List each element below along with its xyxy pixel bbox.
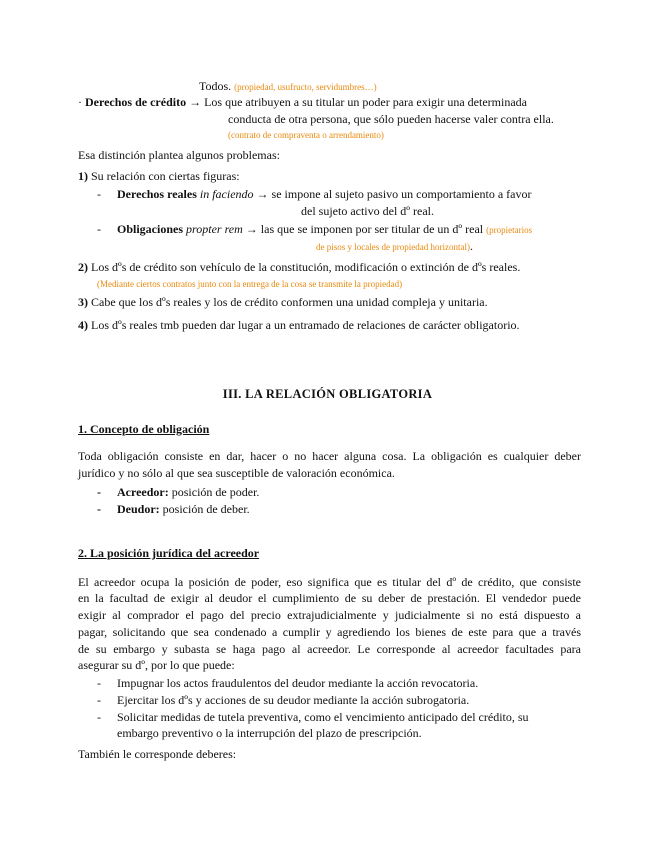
problem-4 [78,317,520,333]
creditor-duties: También le corresponde deberes: [78,747,237,761]
creditor-para-line-4: pagar, solicitando que sea condenado a cumplir y agrediendo los bienes de este para que a través [78,625,581,639]
sub-b-line [117,221,532,238]
problem-4-text: Los dºs reales tmb pueden dar lugar a un entramado de relaciones de carácter obligatorio. [91,318,520,332]
debtor-term: Deudor: [117,502,160,516]
creditor-item-3-line-1: Solicitar medidas de tutela preventiva, como el vencimiento anticipado del crédito, su [117,710,529,724]
credit-rights-note: (contrato de compraventa o arrendamiento) [228,130,384,140]
sub-b-text: → las que se imponen por ser titular de un dº real [245,222,484,236]
credit-rights-def-2: conducta de otra persona, que sólo pueden hacerse valer contra ella. [228,112,554,126]
credit-rights-term: Derechos de crédito [85,95,187,109]
creditor-item [117,484,259,500]
debtor-dash: - [97,502,101,516]
debtor-text: posición de deber. [162,502,250,516]
credit-rights-def-1: Los que atribuyen a su titular un poder para exigir una determinada [204,95,527,109]
concept-line-1: Toda obligación consiste en dar, hacer o no hacer alguna cosa. La obligación es cualquier deber [78,449,581,463]
arrow: → [189,95,202,109]
creditor-item-2: Ejercitar los dºs y acciones de su deudor mediante la acción subrogatoria. [117,693,470,707]
creditor-text: posición de poder. [171,485,260,499]
todos-note: (propiedad, usufructo, servidumbres…) [234,82,377,92]
sub-a-term: Derechos reales [117,187,197,201]
problem-2 [78,259,520,275]
problem-3-num: 3) [78,295,88,309]
creditor-item-1: Impugnar los actos fraudulentos del deudor mediante la acción revocatoria. [117,676,479,690]
problem-4-num: 4) [78,318,88,332]
sub-a-italic: in faciendo [199,187,254,201]
problems-intro: Esa distinción plantea algunos problemas: [78,148,280,162]
creditor-para-line-5: de su embargo y subasta se haga pago al acreedor. Le corresponde al acreedor facultades para [78,642,581,656]
sub-a-line-2: del sujeto activo del dº real. [301,204,435,218]
sub-b-dash: - [97,222,101,236]
creditor-para-line-6: asegurar su dº, por lo que puede: [78,658,235,672]
bullet: · [78,95,82,109]
sub-a-line [117,186,531,202]
concept-heading: 1. Concepto de obligación [78,422,210,436]
problem-2-text: Los dºs de crédito son vehículo de la constitución, modificación o extinción de dºs reales. [91,260,521,274]
todos-line [199,78,377,95]
sub-b-term: Obligaciones [117,222,184,236]
sub-b-note-2: de pisos y locales de propiedad horizontal) [316,242,470,252]
problem-1 [78,168,240,184]
creditor-heading: 2. La posición jurídica del acreedor [78,546,260,560]
sub-b-end: . [469,239,473,253]
debtor-item [117,501,250,517]
section-title: III. LA RELACIÓN OBLIGATORIA [222,387,433,401]
sub-a-dash: - [97,187,101,201]
creditor-item-1-dash: - [97,676,101,690]
creditor-para-line-2: en la facultad de exigir al deudor el cumplimiento de su deber de prestación. El vendedor puede [78,591,581,605]
problem-3 [78,294,488,310]
creditor-item-3-line-2: embargo preventivo o la interrupción del plazo de prescripción. [117,726,422,740]
problem-2-note: (Mediante ciertos contratos junto con la entrega de la cosa se transmite la propiedad) [97,279,403,289]
creditor-dash: - [97,485,101,499]
creditor-term: Acreedor: [117,485,169,499]
problem-1-num: 1) [78,169,88,183]
todos-label: Todos. [199,79,232,93]
problem-2-num: 2) [78,260,88,274]
creditor-para-line-3: exigir al comprador el pago del precio extrajudicialmente y judicialmente si no está dispuesto a [78,608,581,622]
creditor-item-3-dash: - [97,710,101,724]
sub-a-text: → se impone al sujeto pasivo un comportamiento a favor [256,187,532,201]
problem-3-text: Cabe que los dºs reales y los de crédito conformen una unidad compleja y unitaria. [91,295,488,309]
creditor-item-2-dash: - [97,693,101,707]
credit-rights-line [78,94,527,110]
sub-b-note: (propietarios [486,225,533,235]
creditor-para-line-1: El acreedor ocupa la posición de poder, eso significa que es titular del dº de crédito, que consiste [78,575,581,589]
concept-line-2: jurídico y no sólo al que sea susceptible de valoración económica. [78,466,395,480]
problem-1-text: Su relación con ciertas figuras: [91,169,240,183]
sub-b-line-2 [316,238,473,255]
sub-b-italic: propter rem [186,222,243,236]
